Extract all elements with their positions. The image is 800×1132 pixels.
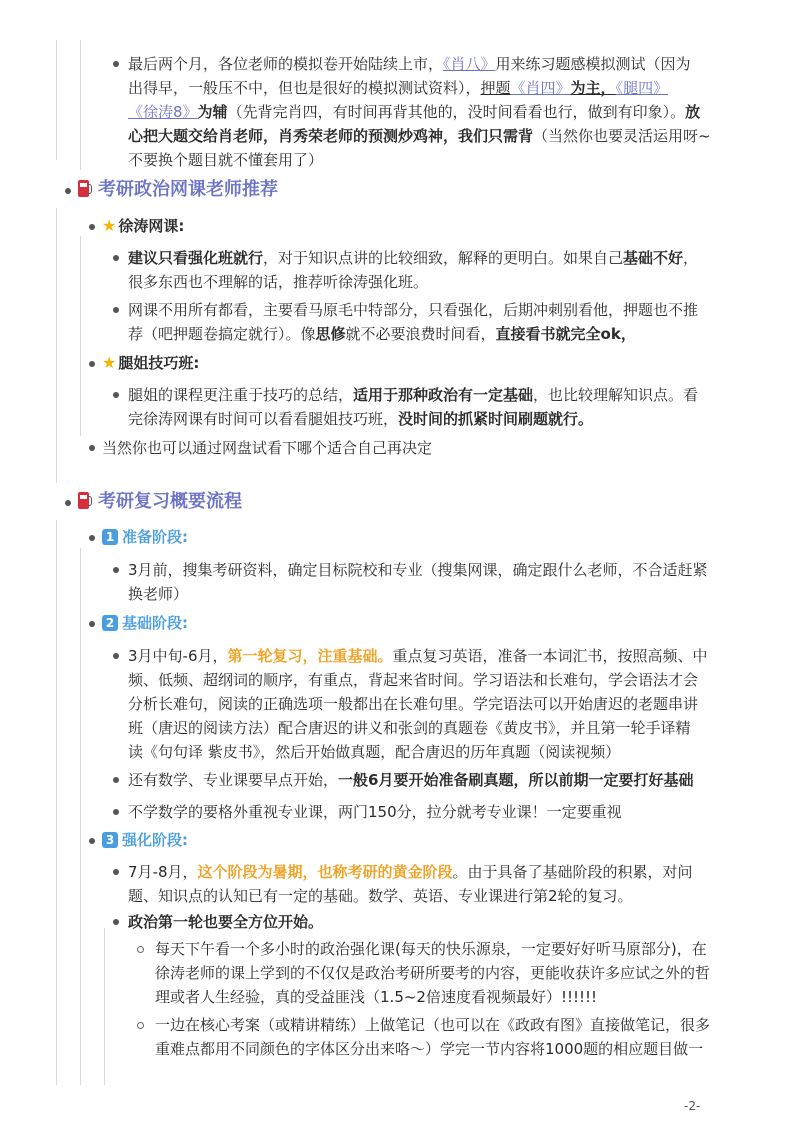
section-heading-teachers: 考研政治网课老师推荐 <box>78 178 278 202</box>
list-item-text: 建议只看强化班就行，对于知识点讲的比较细致，解释的更明白。如果自己基础不好， <box>128 249 699 267</box>
book-link-xiao4[interactable]: 《肖四》 <box>510 79 571 97</box>
list-item-text: 徐涛老师的课上学到的不仅仅是政治考研所要考的内容，更能收获许多应试之外的哲 <box>155 964 711 982</box>
star-icon: ★ <box>102 353 117 372</box>
list-item-text: 荐（吧押题卷搞定就行）。像思修就不必要浪费时间看，直接看书就完全ok， <box>128 325 636 343</box>
keycap-two-icon: 2 <box>102 615 118 631</box>
list-item-text: 每天下午看一个多小时的政治强化课(每天的快乐源泉，一定要好好听马原部分)，在 <box>155 940 707 958</box>
list-bullet <box>113 869 119 875</box>
list-bullet <box>113 809 119 815</box>
list-item-text: 班（唐迟的阅读方法）配合唐迟的讲义和张剑的真题卷《黄皮书》，并且第一轮手译精 <box>128 719 691 737</box>
list-item-text: 7月-8月，这个阶段为暑期，也称考研的黄金阶段。由于具备了基础阶段的积累，对问 <box>128 863 693 881</box>
book-link-xutao8[interactable]: 《徐涛8》 <box>128 103 198 121</box>
list-item-text: 很多东西也不理解的话，推荐听徐涛强化班。 <box>128 273 429 291</box>
book-link-tui4[interactable]: 《腿四》 <box>615 79 669 97</box>
fuel-pump-icon <box>78 492 92 509</box>
list-bullet <box>89 445 95 451</box>
star-icon: ★ <box>102 216 117 235</box>
list-item-text: 当然你也可以通过网盘试看下哪个适合自己再决定 <box>102 439 433 457</box>
outline-guide <box>56 208 57 483</box>
list-item-text: 重难点都用不同颜色的字体区分出来咯～）学完一节内容将1000题的相应题目做一 <box>155 1040 704 1058</box>
list-item-text: 一边在核心考案（或精讲精练）上做笔记（也可以在《政政有图》直接做笔记，很多 <box>155 1016 711 1034</box>
list-item-text: 完徐涛网课有时间可以看看腿姐技巧班，没时间的抓紧时间刷题就行。 <box>128 410 594 428</box>
list-bullet <box>113 392 119 398</box>
page-number: -2- <box>684 1099 701 1113</box>
subheading-xutao: ★ 徐涛网课: <box>102 214 184 238</box>
list-bullet <box>113 567 119 573</box>
list-item-text: 不要换个题目就不懂套用了） <box>128 151 324 169</box>
list-bullet <box>89 838 95 844</box>
section-heading-process: 考研复习概要流程 <box>78 490 242 514</box>
list-bullet <box>137 1022 144 1029</box>
list-item-text: 3月中旬-6月，第一轮复习，注重基础。重点复习英语，准备一本词汇书，按照高频、中 <box>128 647 708 665</box>
list-item-text: 腿姐的课程更注重于技巧的总结，适用于那种政治有一定基础，也比较理解知识点。看 <box>128 386 699 404</box>
list-item-text: 频、低频、超纲词的顺序，有重点，背起来省时间。学习语法和长难句，学会语法才会 <box>128 671 699 689</box>
list-bullet <box>89 224 95 230</box>
list-item-text: 出得早，一般压不中，但也是很好的模拟测试资料），押题《肖四》为主，《腿四》 <box>128 79 669 97</box>
list-item-text: 不学数学的要格外重视专业课，两门150分，拉分就考专业课！一定要重视 <box>128 803 622 821</box>
fuel-pump-icon <box>78 180 92 197</box>
outline-guide <box>80 40 81 170</box>
list-item-text: 《徐涛8》为辅（先背完肖四，有时间再背其他的，没时间看看也行，做到有印象）。放 <box>128 103 701 121</box>
list-item-text: 心把大题交给肖老师，肖秀荣老师的预测炒鸡神，我们只需背（当然你也要灵活运用呀~ <box>128 127 711 145</box>
list-item-text: 读《句句译 紫皮书》，然后开始做真题，配合唐迟的历年真题（阅读视频） <box>128 743 621 761</box>
subheading-prep-stage: 1 准备阶段: <box>102 525 188 549</box>
subheading-base-stage: 2 基础阶段: <box>102 611 188 635</box>
list-bullet <box>89 361 95 367</box>
keycap-three-icon: 3 <box>102 832 118 848</box>
list-bullet <box>113 61 119 67</box>
book-link-xiao8[interactable]: 《肖八》 <box>443 55 496 73</box>
outline-guide <box>56 40 57 160</box>
list-item-text: 政治第一轮也要全方位开始。 <box>128 913 324 931</box>
list-item-text: 还有数学、专业课要早点开始，一般6月要开始准备刷真题，所以前期一定要打好基础 <box>128 771 694 789</box>
list-bullet <box>65 188 71 194</box>
outline-guide <box>80 236 81 436</box>
list-bullet <box>65 500 71 506</box>
list-bullet <box>89 621 95 627</box>
list-bullet <box>113 307 119 313</box>
list-bullet <box>137 946 144 953</box>
subheading-strengthen-stage: 3 强化阶段: <box>102 828 188 852</box>
list-bullet <box>113 255 119 261</box>
outline-guide <box>104 928 105 1085</box>
list-item-text: 理或者人生经验，真的受益匪浅（1.5~2倍速度看视频最好）!!!!!! <box>155 988 598 1006</box>
list-bullet <box>113 919 119 925</box>
list-bullet <box>113 653 119 659</box>
subheading-tuijie: ★ 腿姐技巧班: <box>102 351 199 375</box>
list-item-text: 换老师） <box>128 585 189 603</box>
list-item-text: 3月前，搜集考研资料，确定目标院校和专业（搜集网课，确定跟什么老师，不合适赶紧 <box>128 561 708 579</box>
list-bullet <box>89 535 95 541</box>
outline-guide <box>80 548 81 1085</box>
outline-guide <box>56 520 57 1085</box>
list-item-text: 分析长难句，阅读的正确选项一般都出在长难句里。学完语法可以开始唐迟的老题串讲 <box>128 695 699 713</box>
keycap-one-icon: 1 <box>102 529 118 545</box>
list-item-text: 最后两个月，各位老师的模拟卷开始陆续上市，《肖八》用来练习题感模拟测试（因为 <box>128 55 691 73</box>
list-bullet <box>113 777 119 783</box>
list-item-text: 网课不用所有都看，主要看马原毛中特部分，只看强化，后期冲刺别看他，押题也不推 <box>128 301 699 319</box>
list-item-text: 题、知识点的认知已有一定的基础。数学、英语、专业课进行第2轮的复习。 <box>128 887 633 905</box>
